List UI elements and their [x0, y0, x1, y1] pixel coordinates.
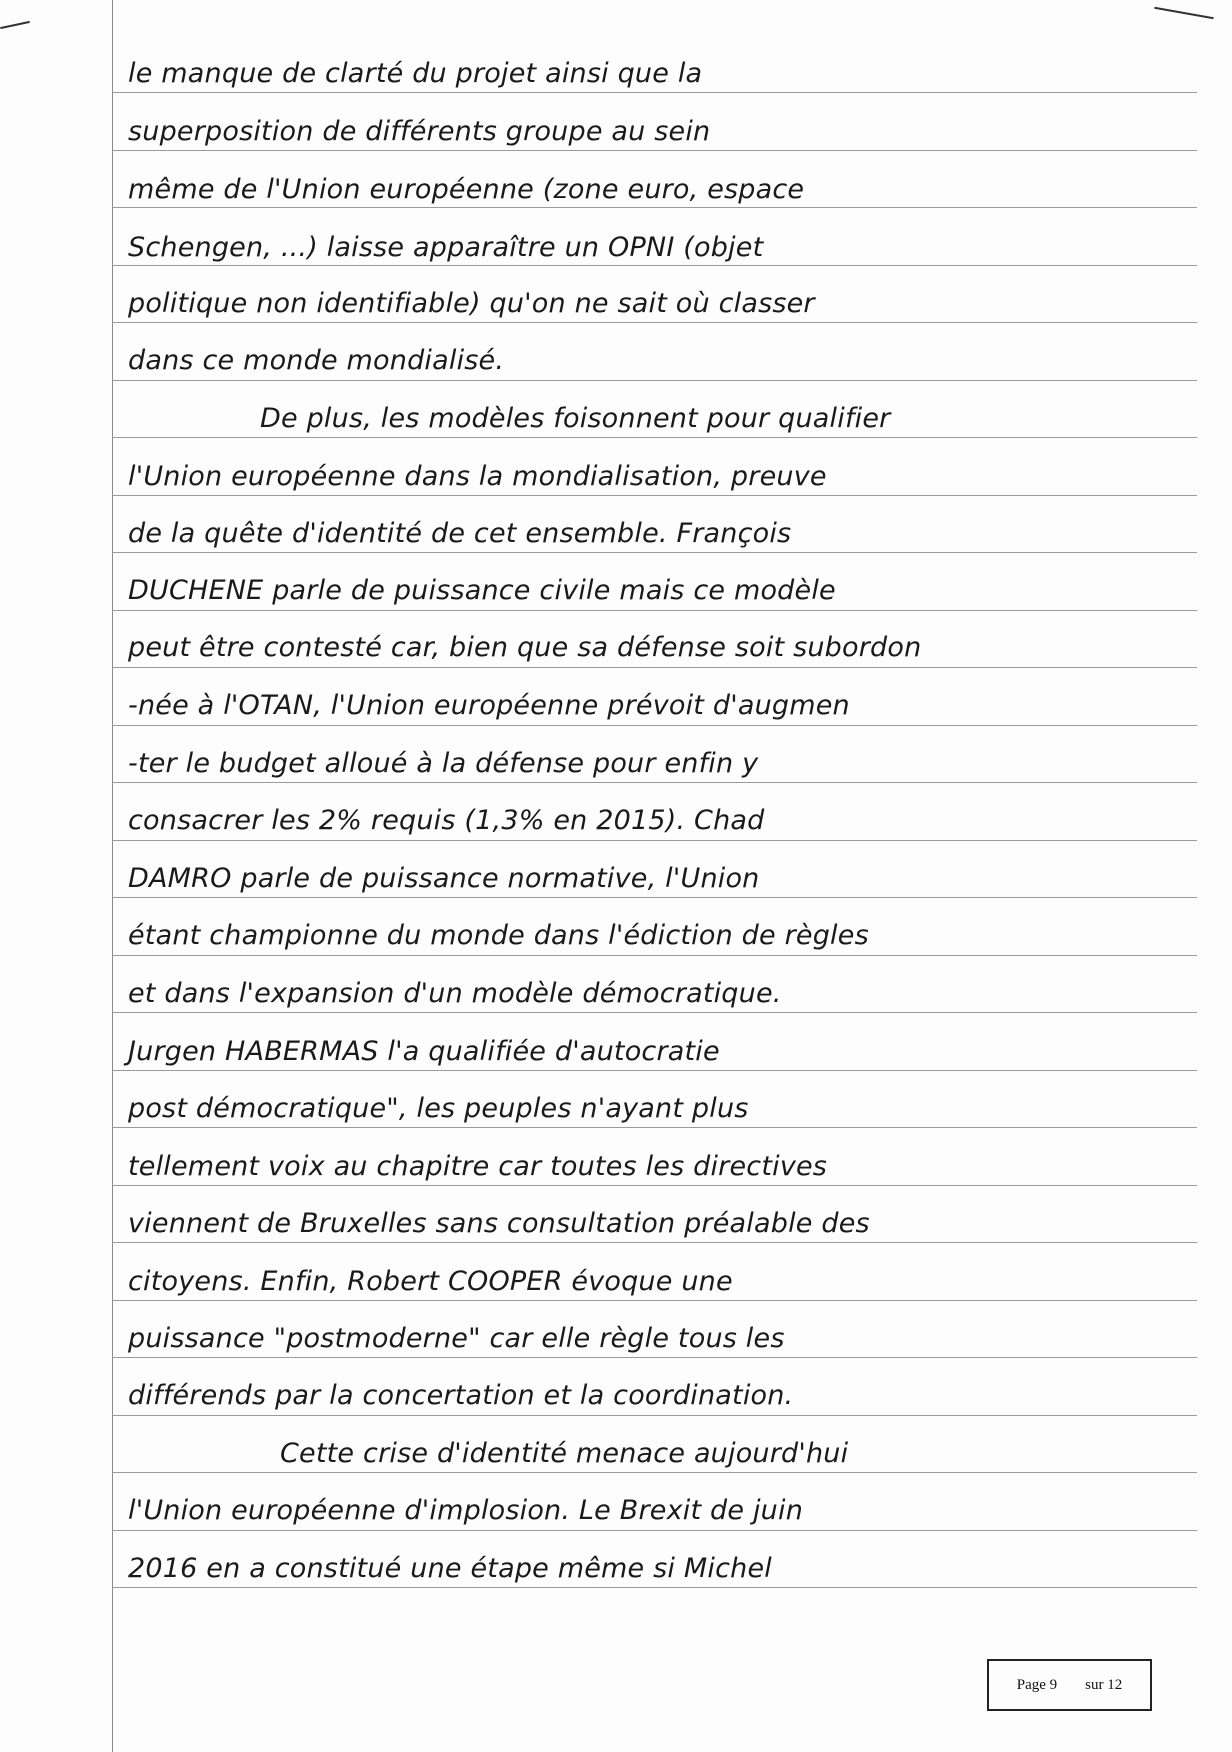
- text-line: DUCHENE parle de puissance civile mais ce modèle: [128, 575, 836, 606]
- ruled-line: [112, 1472, 1197, 1473]
- ruled-line: [112, 437, 1197, 438]
- ruled-line: [112, 265, 1197, 266]
- ruled-line: [112, 1127, 1197, 1128]
- text-line: post démocratique", les peuples n'ayant plus: [128, 1093, 749, 1124]
- text-line: politique non identifiable) qu'on ne sait où classer: [128, 288, 815, 319]
- ruled-line: [112, 782, 1197, 783]
- ruled-line: [112, 150, 1197, 151]
- text-line: De plus, les modèles foisonnent pour qualifier: [260, 403, 891, 434]
- text-line: superposition de différents groupe au sein: [128, 116, 711, 147]
- text-line: étant championne du monde dans l'édiction de règles: [128, 920, 869, 951]
- ruled-line: [112, 380, 1197, 381]
- text-line: peut être contesté car, bien que sa défense soit subordon: [128, 632, 922, 663]
- ruled-line: [112, 552, 1197, 553]
- text-line: l'Union européenne dans la mondialisation, preuve: [128, 461, 827, 492]
- ruled-line: [112, 610, 1197, 611]
- ruled-line: [112, 1530, 1197, 1531]
- text-line: différends par la concertation et la coordination.: [128, 1380, 794, 1411]
- ruled-line: [112, 495, 1197, 496]
- text-line: consacrer les 2% requis (1,3% en 2015). Chad: [128, 805, 765, 836]
- ruled-line: [112, 897, 1197, 898]
- text-line: l'Union européenne d'implosion. Le Brexit de juin: [128, 1495, 804, 1526]
- text-line: DAMRO parle de puissance normative, l'Union: [128, 863, 760, 894]
- ruled-line: [112, 667, 1197, 668]
- text-line: et dans l'expansion d'un modèle démocratique.: [128, 978, 782, 1009]
- text-line: tellement voix au chapitre car toutes les directives: [128, 1151, 828, 1182]
- ruled-line: [112, 1012, 1197, 1013]
- ruled-line: [112, 1070, 1197, 1071]
- text-line: -née à l'OTAN, l'Union européenne prévoit d'augmen: [128, 690, 850, 721]
- text-line: Schengen, ...) laisse apparaître un OPNI (objet: [128, 232, 764, 263]
- page-total: sur 12: [1085, 1676, 1123, 1693]
- page-number: Page 9: [1016, 1676, 1058, 1693]
- text-line: citoyens. Enfin, Robert COOPER évoque une: [128, 1266, 733, 1297]
- ruled-line: [112, 1300, 1197, 1301]
- ruled-line: [112, 322, 1197, 323]
- ruled-line: [112, 1185, 1197, 1186]
- text-line: 2016 en a constitué une étape même si Michel: [128, 1553, 772, 1584]
- ruled-line: [112, 725, 1197, 726]
- text-line: dans ce monde mondialisé.: [128, 345, 505, 376]
- text-line: le manque de clarté du projet ainsi que la: [128, 58, 703, 89]
- text-line: puissance "postmoderne" car elle règle tous les: [128, 1323, 785, 1354]
- ruled-line: [112, 840, 1197, 841]
- ruled-line: [112, 1357, 1197, 1358]
- ruled-line: [112, 92, 1197, 93]
- ruled-line: [112, 207, 1197, 208]
- ruled-line: [112, 1242, 1197, 1243]
- page-number-box: [987, 1659, 1152, 1711]
- text-line: Jurgen HABERMAS l'a qualifiée d'autocratie: [128, 1036, 720, 1067]
- ruled-line: [112, 1415, 1197, 1416]
- text-line: -ter le budget alloué à la défense pour enfin y: [128, 748, 759, 779]
- ruled-line: [112, 1587, 1197, 1588]
- text-line: viennent de Bruxelles sans consultation préalable des: [128, 1208, 870, 1239]
- text-line: même de l'Union européenne (zone euro, espace: [128, 174, 805, 205]
- text-line: de la quête d'identité de cet ensemble. François: [128, 518, 792, 549]
- ruled-line: [112, 955, 1197, 956]
- text-line: Cette crise d'identité menace aujourd'hui: [280, 1438, 849, 1469]
